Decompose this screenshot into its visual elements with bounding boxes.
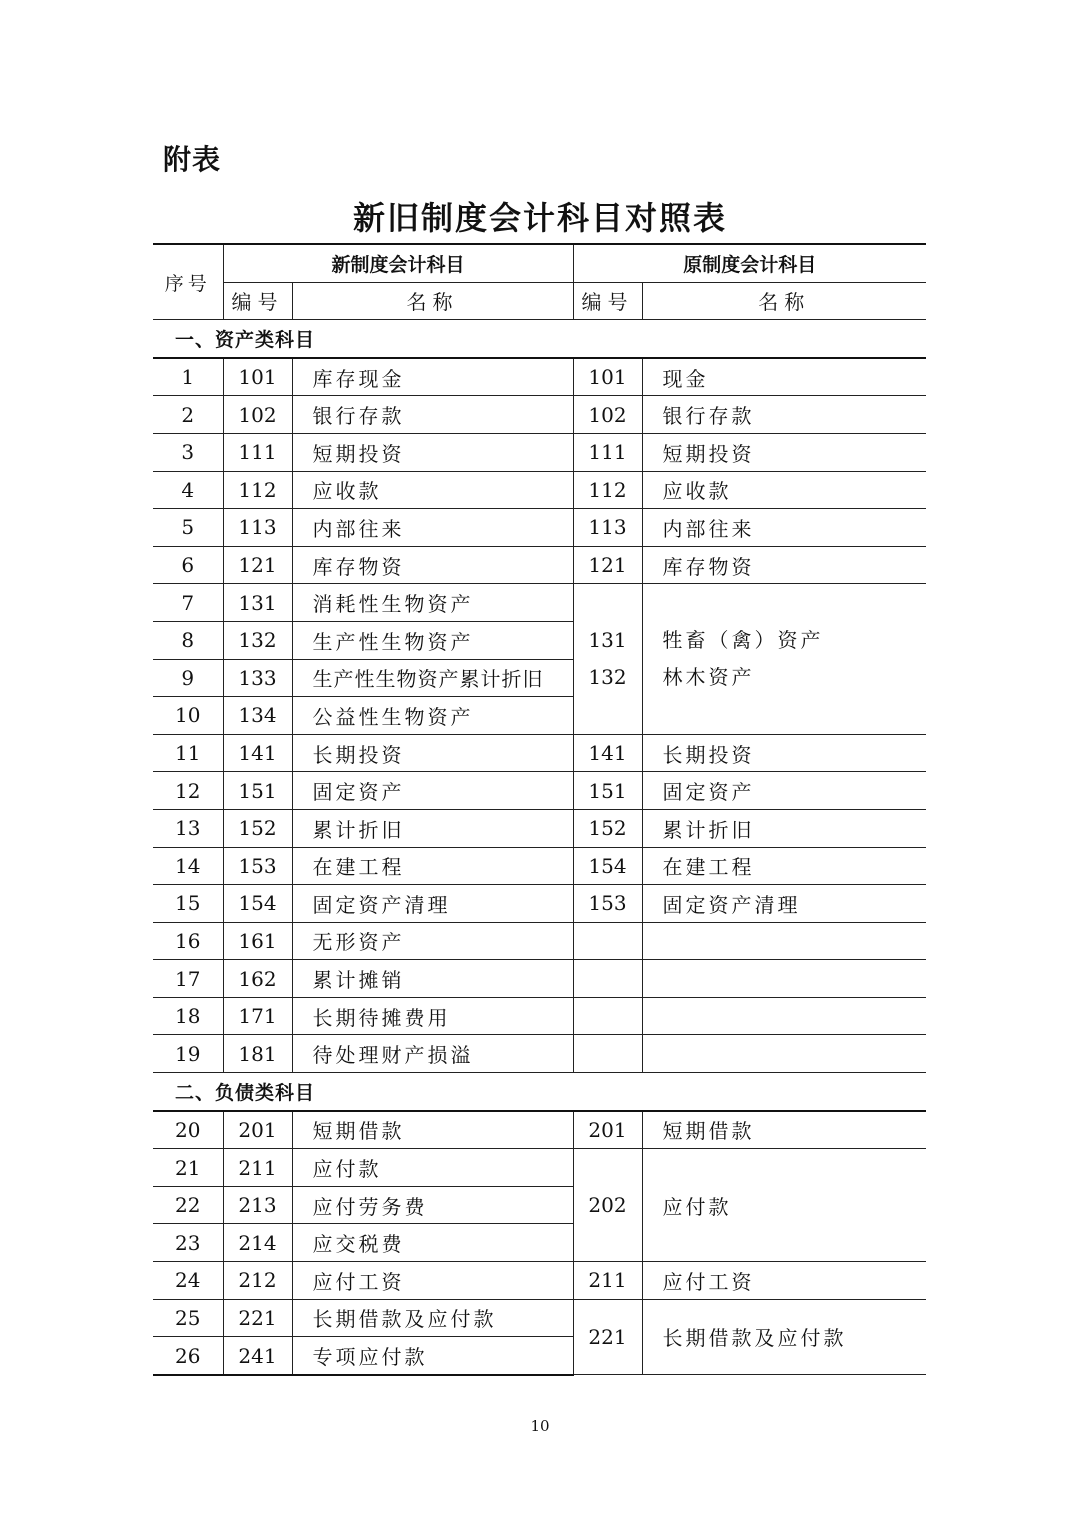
table-row bbox=[153, 433, 926, 471]
seq-cell: 11 bbox=[153, 734, 223, 772]
old-code-cell: 102 bbox=[573, 396, 642, 434]
table-row bbox=[153, 1262, 926, 1300]
new-name-cell: 应付工资 bbox=[292, 1262, 573, 1300]
seq-cell: 1 bbox=[153, 358, 223, 396]
seq-cell: 16 bbox=[153, 922, 223, 960]
old-name-cell: 在建工程 bbox=[642, 847, 926, 885]
new-name-cell: 应付款 bbox=[292, 1149, 573, 1187]
seq-cell: 7 bbox=[153, 584, 223, 622]
table-row bbox=[153, 396, 926, 434]
seq-cell: 15 bbox=[153, 885, 223, 923]
old-name-merged-cell: 长期借款及应付款 bbox=[642, 1299, 926, 1375]
new-code-cell: 113 bbox=[223, 509, 292, 547]
old-name-cell bbox=[642, 997, 926, 1035]
table-row bbox=[153, 1111, 926, 1149]
seq-cell: 8 bbox=[153, 621, 223, 659]
table-row bbox=[153, 584, 926, 622]
new-code-cell: 211 bbox=[223, 1149, 292, 1187]
new-code-cell: 112 bbox=[223, 471, 292, 509]
old-code-cell: 153 bbox=[573, 885, 642, 923]
old-name-cell: 短期借款 bbox=[642, 1111, 926, 1149]
table-row bbox=[153, 922, 926, 960]
new-code-cell: 111 bbox=[223, 433, 292, 471]
appendix-label: 附表 bbox=[163, 143, 222, 176]
new-name-cell: 累计折旧 bbox=[292, 809, 573, 847]
old-code-cell: 141 bbox=[573, 734, 642, 772]
section-row-liabilities bbox=[153, 1073, 926, 1111]
old-name-cell: 短期投资 bbox=[642, 433, 926, 471]
seq-cell: 26 bbox=[153, 1337, 223, 1375]
old-name-merged-cell: 应付款 bbox=[642, 1149, 926, 1262]
seq-cell: 18 bbox=[153, 997, 223, 1035]
new-code-cell: 241 bbox=[223, 1337, 292, 1375]
seq-cell: 14 bbox=[153, 847, 223, 885]
new-code-cell: 214 bbox=[223, 1224, 292, 1262]
old-name-cell: 累计折旧 bbox=[642, 809, 926, 847]
new-code-cell: 141 bbox=[223, 734, 292, 772]
new-name-cell: 应收款 bbox=[292, 471, 573, 509]
table-row bbox=[153, 809, 926, 847]
old-code-cell bbox=[573, 997, 642, 1035]
new-name-cell: 固定资产清理 bbox=[292, 885, 573, 923]
new-name-cell: 长期借款及应付款 bbox=[292, 1299, 573, 1337]
new-name-cell: 短期投资 bbox=[292, 433, 573, 471]
new-name-cell: 待处理财产损溢 bbox=[292, 1035, 573, 1073]
old-code-cell: 111 bbox=[573, 433, 642, 471]
old-code-cell: 112 bbox=[573, 471, 642, 509]
old-name-value: 林木资产 bbox=[662, 665, 755, 690]
old-name-header: 名称 bbox=[642, 282, 926, 320]
new-name-cell: 生产性生物资产 bbox=[292, 621, 573, 659]
seq-cell: 12 bbox=[153, 772, 223, 810]
new-code-cell: 213 bbox=[223, 1186, 292, 1224]
seq-cell: 21 bbox=[153, 1149, 223, 1187]
new-code-cell: 133 bbox=[223, 659, 292, 697]
old-name-cell: 库存物资 bbox=[642, 546, 926, 584]
seq-header: 序号 bbox=[153, 244, 223, 320]
section-title: 一、资产类科目 bbox=[153, 320, 926, 358]
seq-cell: 6 bbox=[153, 546, 223, 584]
new-name-cell: 库存物资 bbox=[292, 546, 573, 584]
new-code-cell: 134 bbox=[223, 697, 292, 735]
table-subheader-row bbox=[153, 282, 926, 320]
new-name-cell: 生产性生物资产累计折旧 bbox=[292, 659, 573, 697]
table-row bbox=[153, 358, 926, 396]
new-name-cell: 累计摊销 bbox=[292, 960, 573, 998]
table-row bbox=[153, 1035, 926, 1073]
new-code-cell: 171 bbox=[223, 997, 292, 1035]
old-code-value: 132 bbox=[588, 665, 627, 690]
old-name-merged-cell bbox=[642, 584, 926, 734]
new-code-cell: 181 bbox=[223, 1035, 292, 1073]
old-name-cell bbox=[642, 922, 926, 960]
new-name-header: 名称 bbox=[292, 282, 573, 320]
old-code-header: 编号 bbox=[573, 282, 642, 320]
table-row bbox=[153, 847, 926, 885]
new-code-cell: 212 bbox=[223, 1262, 292, 1300]
table-row bbox=[153, 471, 926, 509]
old-code-value: 131 bbox=[588, 628, 627, 653]
new-name-cell: 库存现金 bbox=[292, 358, 573, 396]
old-code-cell: 151 bbox=[573, 772, 642, 810]
account-comparison-table bbox=[153, 243, 926, 1376]
old-code-merged-cell bbox=[573, 584, 642, 734]
seq-cell: 3 bbox=[153, 433, 223, 471]
old-name-cell: 固定资产 bbox=[642, 772, 926, 810]
new-code-header: 编号 bbox=[223, 282, 292, 320]
old-name-cell: 长期投资 bbox=[642, 734, 926, 772]
new-code-cell: 161 bbox=[223, 922, 292, 960]
document-title: 新旧制度会计科目对照表 bbox=[352, 199, 727, 237]
old-code-cell bbox=[573, 922, 642, 960]
new-name-cell: 专项应付款 bbox=[292, 1337, 573, 1375]
seq-cell: 19 bbox=[153, 1035, 223, 1073]
seq-cell: 9 bbox=[153, 659, 223, 697]
old-name-cell: 银行存款 bbox=[642, 396, 926, 434]
seq-cell: 22 bbox=[153, 1186, 223, 1224]
old-system-header: 原制度会计科目 bbox=[573, 244, 926, 282]
page-number: 10 bbox=[530, 1417, 550, 1435]
new-name-cell: 公益性生物资产 bbox=[292, 697, 573, 735]
new-code-cell: 101 bbox=[223, 358, 292, 396]
new-code-cell: 221 bbox=[223, 1299, 292, 1337]
new-name-cell: 内部往来 bbox=[292, 509, 573, 547]
old-name-cell: 现金 bbox=[642, 358, 926, 396]
table-row bbox=[153, 546, 926, 584]
section-row-assets bbox=[153, 320, 926, 358]
section-title: 二、负债类科目 bbox=[153, 1073, 926, 1111]
old-code-merged-cell: 221 bbox=[573, 1299, 642, 1375]
old-code-cell: 113 bbox=[573, 509, 642, 547]
new-code-cell: 102 bbox=[223, 396, 292, 434]
new-code-cell: 153 bbox=[223, 847, 292, 885]
new-name-cell: 长期待摊费用 bbox=[292, 997, 573, 1035]
table-row bbox=[153, 772, 926, 810]
seq-cell: 4 bbox=[153, 471, 223, 509]
old-code-cell bbox=[573, 1035, 642, 1073]
new-name-cell: 消耗性生物资产 bbox=[292, 584, 573, 622]
seq-cell: 17 bbox=[153, 960, 223, 998]
seq-cell: 13 bbox=[153, 809, 223, 847]
seq-cell: 2 bbox=[153, 396, 223, 434]
new-code-cell: 201 bbox=[223, 1111, 292, 1149]
old-code-cell: 121 bbox=[573, 546, 642, 584]
table-row bbox=[153, 997, 926, 1035]
table-row bbox=[153, 509, 926, 547]
table-row bbox=[153, 1149, 926, 1187]
old-code-cell: 101 bbox=[573, 358, 642, 396]
seq-cell: 10 bbox=[153, 697, 223, 735]
new-name-cell: 短期借款 bbox=[292, 1111, 573, 1149]
table-header-row bbox=[153, 244, 926, 282]
seq-cell: 24 bbox=[153, 1262, 223, 1300]
old-code-cell: 201 bbox=[573, 1111, 642, 1149]
new-code-cell: 131 bbox=[223, 584, 292, 622]
new-code-cell: 154 bbox=[223, 885, 292, 923]
seq-cell: 23 bbox=[153, 1224, 223, 1262]
old-name-cell: 应收款 bbox=[642, 471, 926, 509]
new-name-cell: 应付劳务费 bbox=[292, 1186, 573, 1224]
old-name-cell bbox=[642, 960, 926, 998]
new-name-cell: 无形资产 bbox=[292, 922, 573, 960]
new-name-cell: 应交税费 bbox=[292, 1224, 573, 1262]
new-code-cell: 152 bbox=[223, 809, 292, 847]
table-row bbox=[153, 960, 926, 998]
new-name-cell: 银行存款 bbox=[292, 396, 573, 434]
new-code-cell: 151 bbox=[223, 772, 292, 810]
new-name-cell: 长期投资 bbox=[292, 734, 573, 772]
old-code-cell: 154 bbox=[573, 847, 642, 885]
old-name-value: 牲畜（禽）资产 bbox=[662, 628, 824, 653]
new-code-cell: 132 bbox=[223, 621, 292, 659]
old-name-cell: 内部往来 bbox=[642, 509, 926, 547]
new-system-header: 新制度会计科目 bbox=[223, 244, 573, 282]
new-name-cell: 在建工程 bbox=[292, 847, 573, 885]
table-row bbox=[153, 1299, 926, 1337]
old-name-cell: 固定资产清理 bbox=[642, 885, 926, 923]
seq-cell: 20 bbox=[153, 1111, 223, 1149]
old-code-cell: 152 bbox=[573, 809, 642, 847]
old-name-cell bbox=[642, 1035, 926, 1073]
old-code-cell: 211 bbox=[573, 1262, 642, 1300]
new-code-cell: 162 bbox=[223, 960, 292, 998]
old-code-merged-cell: 202 bbox=[573, 1149, 642, 1262]
old-code-cell bbox=[573, 960, 642, 998]
seq-cell: 5 bbox=[153, 509, 223, 547]
seq-cell: 25 bbox=[153, 1299, 223, 1337]
old-name-cell: 应付工资 bbox=[642, 1262, 926, 1300]
table-row bbox=[153, 885, 926, 923]
new-code-cell: 121 bbox=[223, 546, 292, 584]
table-row bbox=[153, 734, 926, 772]
new-name-cell: 固定资产 bbox=[292, 772, 573, 810]
